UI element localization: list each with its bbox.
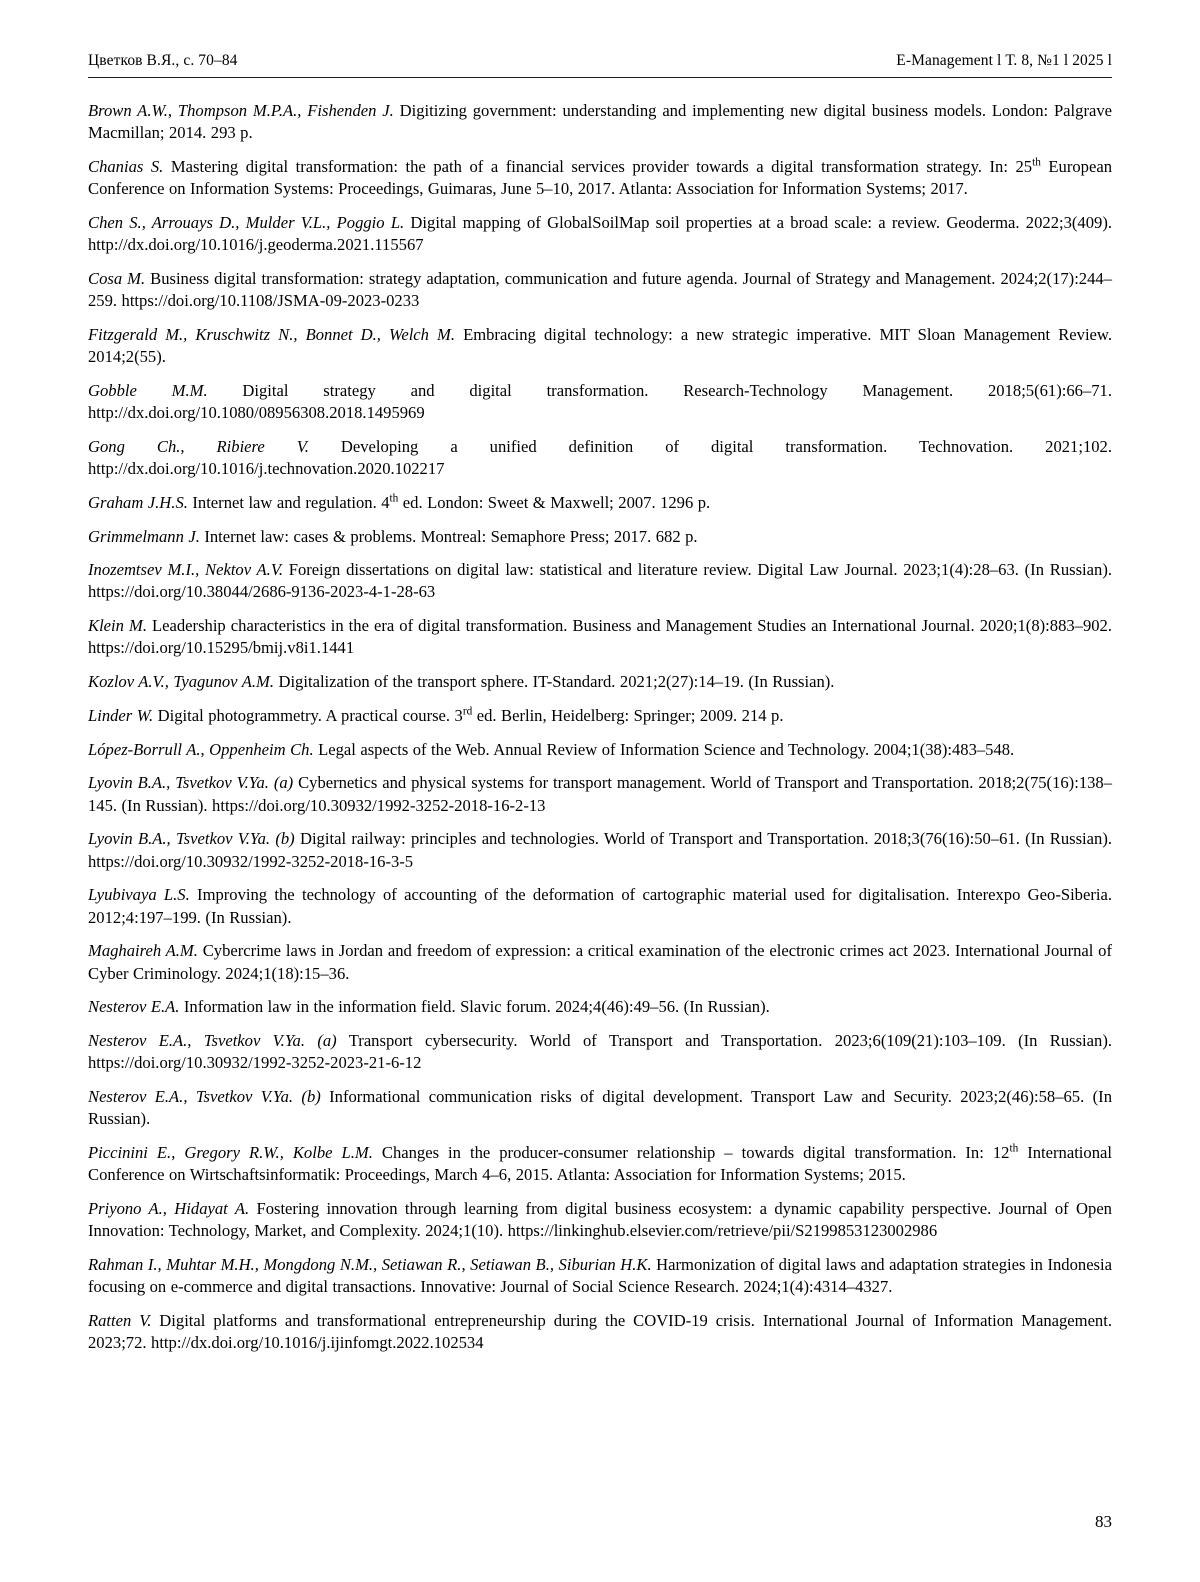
reference-authors: Lyovin B.A., Tsvetkov V.Ya. (b) — [88, 829, 295, 849]
reference-text: Digital platforms and transformational entrepreneurship during the COVID-19 crisis. International Journal of Information Management. 2023;72. http://dx.doi.org/10.1016/j.ijinfomgt.2022.102534 — [88, 1310, 1112, 1353]
reference-entry — [88, 940, 1112, 984]
reference-entry — [88, 268, 1112, 312]
reference-authors: Linder W. — [88, 705, 154, 725]
reference-text: Internet law: cases & problems. Montreal: Semaphore Press; 2017. 682 p. — [199, 526, 698, 546]
reference-authors: Nesterov E.A. — [88, 997, 180, 1017]
reference-text: International Conference on Wirtschaftsinformatik: Proceedings, March 4–6, 2015. Atlanta: Association for Information Systems; 2015. — [88, 1142, 1112, 1185]
reference-entry — [88, 884, 1112, 928]
reference-authors: Inozemtsev M.I., Nektov A.V. — [88, 560, 283, 580]
reference-authors: Nesterov E.A., Tsvetkov V.Ya. (a) — [88, 1031, 337, 1050]
running-head-left: Цветков В.Я., с. 70–84 — [88, 52, 238, 69]
reference-authors: Gong Ch., Ribiere V. — [88, 436, 309, 456]
reference-authors: Klein M. — [88, 616, 147, 636]
reference-entry — [88, 828, 1112, 872]
reference-entry — [88, 436, 1112, 480]
reference-authors: Graham J.H.S. — [88, 492, 188, 512]
reference-text: Digitizing government: understanding and implementing new digital business models. London: Palgrave Macmillan; 2014. 293 p. — [88, 101, 1112, 143]
reference-entry — [88, 324, 1112, 368]
reference-entry — [88, 559, 1112, 603]
reference-text: Embracing digital technology: a new strategic imperative. MIT Sloan Management Review. 2014;2(55). — [88, 324, 1112, 367]
running-head-right: E-Management l Т. 8, №1 l 2025 l — [896, 52, 1112, 69]
reference-ordinal-suffix: rd — [462, 705, 473, 718]
reference-text: Leadership characteristics in the era of digital transformation. Business and Management Studies an International Journal. 2020;1(8):883–902. https://doi.org/10.15295/bmij.v8i1.1441 — [88, 616, 1112, 658]
reference-authors: Rahman I., Muhtar M.H., Mongdong N.M., Setiawan R., Setiawan B., Siburian H.K. — [88, 1254, 652, 1274]
reference-entry — [88, 380, 1112, 424]
page-number: 83 — [1095, 1512, 1112, 1531]
reference-authors: Chanias S. — [88, 156, 164, 176]
reference-authors: Lyovin B.A., Tsvetkov V.Ya. (a) — [88, 773, 294, 793]
reference-authors: Brown A.W., Thompson M.P.A., Fishenden J. — [88, 101, 394, 120]
reference-text: Information law in the information field. Slavic forum. 2024;4(46):49–56. (In Russian). — [179, 997, 770, 1017]
reference-entry — [88, 1198, 1112, 1242]
reference-text: Legal aspects of the Web. Annual Review of Information Science and Technology. 2004;1(38):483–548. — [313, 739, 1015, 759]
reference-text: Harmonization of digital laws and adaptation strategies in Indonesia focusing on e-commerce and digital transactions. Innovative: Journal of Social Science Research. 2024;1(4):4314–4327. — [88, 1254, 1112, 1297]
reference-entry — [88, 156, 1112, 200]
running-head — [88, 52, 1112, 78]
reference-entry — [88, 1086, 1112, 1130]
reference-text: Cybernetics and physical systems for transport management. World of Transport and Transportation. 2018;2(75(16):138–145. (In Russian). https://doi.org/10.30932/1992-3252-2018-16-2-13 — [88, 773, 1113, 815]
reference-list — [88, 100, 1112, 1354]
reference-authors: Chen S., Arrouays D., Mulder V.L., Poggio L. — [88, 212, 405, 232]
reference-text: European Conference on Information Systems: Proceedings, Guimaras, June 5–10, 2017. Atlanta: Association for Information Systems; 2017. — [88, 156, 1112, 199]
reference-authors: Piccinini E., Gregory R.W., Kolbe L.M. — [88, 1142, 373, 1162]
reference-ordinal-suffix: th — [389, 492, 399, 505]
reference-entry — [88, 212, 1112, 256]
reference-ordinal-suffix: th — [1032, 156, 1041, 169]
reference-text: Business digital transformation: strategy adaptation, communication and future agenda. Journal of Strategy and Management. 2024;2(17):244–259. https://doi.org/10.1108/JSMA-09-2023-0233 — [88, 268, 1112, 311]
reference-text: ed. London: Sweet & Maxwell; 2007. 1296 p. — [398, 492, 711, 512]
reference-authors: Nesterov E.A., Tsvetkov V.Ya. (b) — [88, 1086, 321, 1106]
reference-text: Informational communication risks of digital development. Transport Law and Security. 2023;2(46):58–65. (In Russian). — [88, 1086, 1112, 1129]
reference-text: Developing a unified definition of digital transformation. Technovation. 2021;102. http://dx.doi.org/10.1016/j.technovation.2020.102217 — [88, 436, 1112, 479]
reference-authors: Kozlov A.V., Tyagunov A.M. — [88, 672, 274, 692]
reference-text: Digitalization of the transport sphere. IT-Standard. 2021;2(27):14–19. (In Russian). — [273, 672, 835, 692]
reference-text: Mastering digital transformation: the path of a financial services provider towards a digital transformation strategy. In: 25 — [163, 156, 1033, 176]
reference-text: Foreign dissertations on digital law: statistical and literature review. Digital Law Journal. 2023;1(4):28–63. (In Russian). https://doi.org/10.38044/2686-9136-2023-4-1-28-63 — [88, 560, 1112, 602]
reference-authors: Priyono A., Hidayat A. — [88, 1198, 250, 1218]
reference-entry — [88, 1030, 1112, 1074]
reference-text: Digital mapping of GlobalSoilMap soil properties at a broad scale: a review. Geoderma. 2022;3(409). http://dx.doi.org/10.1016/j.geoderma.2021.115567 — [88, 212, 1112, 255]
reference-entry — [88, 492, 1112, 514]
reference-entry — [88, 705, 1112, 727]
reference-text: Internet law and regulation. 4 — [187, 492, 390, 512]
reference-authors: Lyubivaya L.S. — [88, 885, 190, 905]
reference-authors: Maghaireh A.M. — [88, 941, 198, 961]
reference-entry — [88, 1310, 1112, 1354]
reference-text: Changes in the producer-consumer relationship – towards digital transformation. In: 12 — [372, 1142, 1010, 1162]
reference-text: ed. Berlin, Heidelberg: Springer; 2009. 214 p. — [472, 705, 784, 725]
reference-entry — [88, 100, 1112, 144]
reference-text: Cybercrime laws in Jordan and freedom of expression: a critical examination of the electronic crimes act 2023. International Journal of Cyber Criminology. 2024;1(18):15–36. — [88, 941, 1113, 983]
reference-authors: López-Borrull A., Oppenheim Ch. — [88, 739, 314, 759]
reference-entry — [88, 1254, 1112, 1298]
reference-entry — [88, 671, 1112, 693]
reference-text: Digital railway: principles and technologies. World of Transport and Transportation. 2018;3(76(16):50–61. (In Russian). https://doi.org/10.30932/1992-3252-2018-16-3-5 — [88, 829, 1112, 871]
reference-text: Transport cybersecurity. World of Transport and Transportation. 2023;6(109(21):103–109. (In Russian). https://doi.org/10.30932/1992-3252-2023-21-6-12 — [88, 1031, 1113, 1073]
reference-ordinal-suffix: th — [1009, 1142, 1019, 1155]
reference-authors: Gobble M.M. — [88, 380, 208, 400]
reference-entry — [88, 1142, 1112, 1186]
reference-text: Improving the technology of accounting of the deformation of cartographic material used for digitalisation. Interexpo Geo-Siberia. 2012;4:197–199. (In Russian). — [88, 885, 1112, 927]
reference-text: Digital photogrammetry. A practical course. 3 — [153, 705, 463, 725]
reference-entry — [88, 615, 1112, 659]
reference-authors: Fitzgerald M., Kruschwitz N., Bonnet D., Welch M. — [88, 324, 456, 344]
reference-authors: Cosa M. — [88, 268, 146, 288]
reference-entry — [88, 739, 1112, 761]
reference-text: Fostering innovation through learning from digital business ecosystem: a dynamic capability perspective. Journal of Open Innovation: Technology, Market, and Complexity. 2024;1(10). https://linkinghub.elsevier.com/retrieve/pii/S2199853123002986 — [88, 1198, 1112, 1241]
reference-authors: Grimmelmann J. — [88, 526, 200, 546]
reference-entry — [88, 526, 1112, 548]
reference-text: Digital strategy and digital transformation. Research-Technology Management. 2018;5(61):66–71. http://dx.doi.org/10.1080/08956308.2018.1495969 — [88, 380, 1112, 423]
reference-authors: Ratten V. — [88, 1310, 152, 1330]
reference-entry — [88, 996, 1112, 1018]
reference-entry — [88, 772, 1112, 816]
